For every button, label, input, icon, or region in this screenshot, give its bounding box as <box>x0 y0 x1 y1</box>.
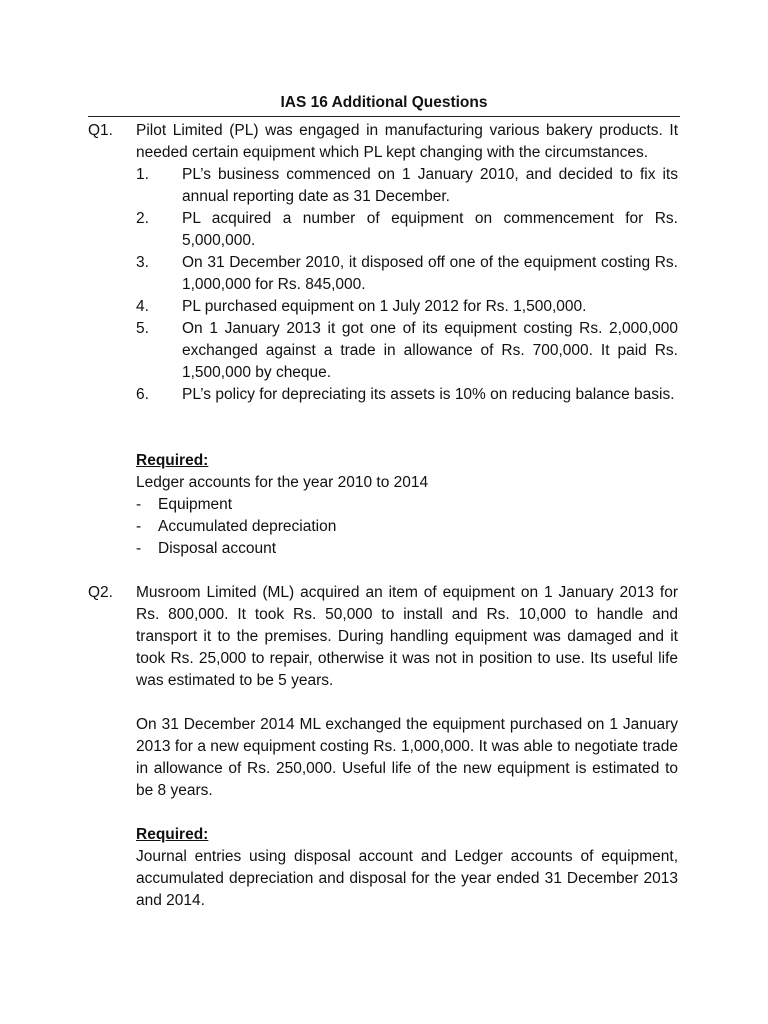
q1-required-label: Required: <box>136 452 209 469</box>
q1-required-item-3-text: Disposal account <box>158 540 277 557</box>
q2-required-text: Journal entries using disposal account and Ledger accounts of equipment, accumulated depreciation and disposal for the year ended 31 December 2013 and 2014. <box>136 848 678 909</box>
q1-item-1-number: 1. <box>136 166 149 183</box>
q2-required-label: Required: <box>136 826 209 843</box>
q2-number: Q2. <box>88 584 113 601</box>
q1-required-item-2-text: Accumulated depreciation <box>158 518 337 535</box>
q2-paragraph-2: On 31 December 2014 ML exchanged the equipment purchased on 1 January 2013 for a new equipment costing Rs. 1,000,000. It was able to negotiate trade in allowance of Rs. 250,000. Useful life of the new equipment is estimated to be 8 years. <box>136 716 678 799</box>
dash-bullet: - <box>136 496 142 513</box>
q1-item-4-text: PL purchased equipment on 1 July 2012 for Rs. 1,500,000. <box>182 298 587 315</box>
q1-item-2-number: 2. <box>136 210 149 227</box>
q1-item-3-text: On 31 December 2010, it disposed off one of the equipment costing Rs. 1,000,000 for Rs. 845,000. <box>182 254 678 293</box>
q1-item-3-number: 3. <box>136 254 149 271</box>
q1-item-5-text: On 1 January 2013 it got one of its equipment costing Rs. 2,000,000 exchanged against a trade in allowance of Rs. 700,000. It paid Rs. 1,500,000 by cheque. <box>182 320 678 381</box>
q1-item-2-text: PL acquired a number of equipment on commencement for Rs. 5,000,000. <box>182 210 678 249</box>
q1-item-6-number: 6. <box>136 386 149 403</box>
q1-required-item-1-text: Equipment <box>158 496 233 513</box>
document-title: IAS 16 Additional Questions <box>280 94 488 111</box>
q1-item-5-number: 5. <box>136 320 149 337</box>
q1-required-text: Ledger accounts for the year 2010 to 2014 <box>136 474 429 491</box>
q1-item-4-number: 4. <box>136 298 149 315</box>
dash-bullet: - <box>136 518 142 535</box>
title-underline <box>88 116 680 117</box>
q2-paragraph-1: Musroom Limited (ML) acquired an item of equipment on 1 January 2013 for Rs. 800,000. It took Rs. 50,000 to install and Rs. 10,000 to handle and transport it to the premises. During handling equipment was damaged and it took Rs. 25,000 to repair, otherwise it was not in position to use. Its useful life was estimated to be 5 years. <box>136 584 678 689</box>
q1-intro: Pilot Limited (PL) was engaged in manufacturing various bakery products. It needed certain equipment which PL kept changing with the circumstances. <box>136 122 678 161</box>
q1-item-6-text: PL’s policy for depreciating its assets is 10% on reducing balance basis. <box>182 386 675 403</box>
q1-item-1-text: PL’s business commenced on 1 January 2010, and decided to fix its annual reporting date as 31 December. <box>182 166 678 205</box>
q1-number: Q1. <box>88 122 113 139</box>
dash-bullet: - <box>136 540 142 557</box>
